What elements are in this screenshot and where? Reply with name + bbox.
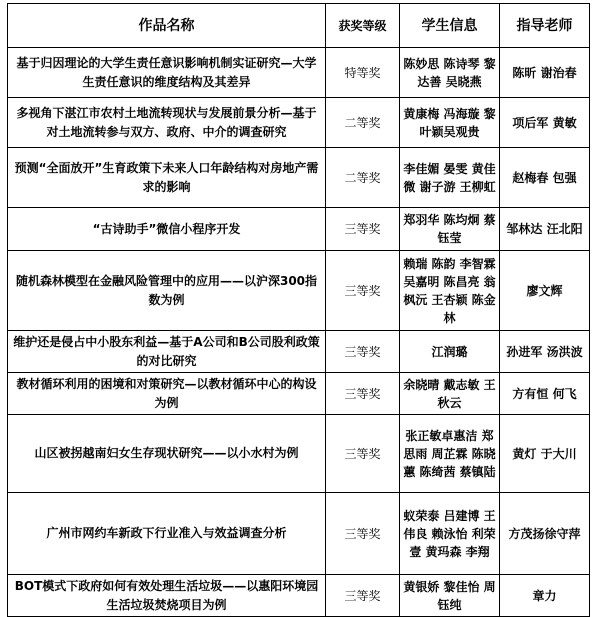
- advisor-name: 方茂扬徐守萍: [500, 493, 590, 575]
- advisor-name: 邹林达 汪北阳: [500, 208, 590, 251]
- work-title: 随机森林模型在金融风险管理中的应用——以沪深300指数为例: [8, 251, 326, 331]
- awards-table: [7, 3, 590, 617]
- award-level: 三等奖: [326, 208, 400, 251]
- work-title: 维护还是侵占中小股东利益—基于A公司和B公司股利政策的对比研究: [8, 331, 326, 373]
- student-info: 黄康梅 冯海璇 黎叶颖吴观贵: [400, 98, 500, 148]
- student-info: 蚁荣泰 吕建博 王伟良 赖泳怡 利荣壹 黄玛森 李翔: [400, 493, 500, 575]
- header-advisor: 指导老师: [500, 4, 590, 48]
- advisor-name: 赵梅春 包强: [500, 148, 590, 208]
- table-row: [8, 373, 590, 415]
- table-row: [8, 493, 590, 575]
- work-title: 多视角下湛江市农村土地流转现状与发展前景分析—基于对土地流转参与双方、政府、中介的调查研究: [8, 98, 326, 148]
- work-title: BOT模式下政府如何有效处理生活垃圾——以惠阳环境园生活垃圾焚烧项目为例: [8, 575, 326, 617]
- student-info: 陈妙思 陈诗琴 黎达善 吴晓燕: [400, 48, 500, 98]
- advisor-name: 孙进军 汤洪波: [500, 331, 590, 373]
- table-row: [8, 48, 590, 98]
- advisor-name: 项后军 黄敏: [500, 98, 590, 148]
- award-level: 三等奖: [326, 493, 400, 575]
- table-row: [8, 148, 590, 208]
- work-title: 广州市网约车新政下行业准入与效益调查分析: [8, 493, 326, 575]
- student-info: 李佳媚 晏雯 黄佳微 谢子游 王柳虹: [400, 148, 500, 208]
- award-level: 三等奖: [326, 415, 400, 493]
- advisor-name: 廖文辉: [500, 251, 590, 331]
- work-title: “古诗助手”微信小程序开发: [8, 208, 326, 251]
- header-row: [8, 4, 590, 48]
- student-info: 郑羽华 陈均炯 蔡钰莹: [400, 208, 500, 251]
- table-row: [8, 208, 590, 251]
- student-info: 黄银娇 黎佳怡 周钰纯: [400, 575, 500, 617]
- student-info: 江润璐: [400, 331, 500, 373]
- student-info: 张正敏卓惠洁 郑思雨 周芷霖 陈晓蕙 陈绮茜 蔡镇陆: [400, 415, 500, 493]
- header-students: 学生信息: [400, 4, 500, 48]
- award-level: 三等奖: [326, 575, 400, 617]
- student-info: 余晓晴 戴志敏 王秋云: [400, 373, 500, 415]
- award-level: 三等奖: [326, 331, 400, 373]
- award-level: 特等奖: [326, 48, 400, 98]
- award-level: 二等奖: [326, 98, 400, 148]
- advisor-name: 章力: [500, 575, 590, 617]
- work-title: 教材循环利用的困境和对策研究—以教材循环中心的构设为例: [8, 373, 326, 415]
- advisor-name: 黄灯 于大川: [500, 415, 590, 493]
- table-row: [8, 331, 590, 373]
- table-row: [8, 98, 590, 148]
- award-level: 二等奖: [326, 148, 400, 208]
- award-level: 三等奖: [326, 251, 400, 331]
- work-title: 基于归因理论的大学生责任意识影响机制实证研究—大学生责任意识的维度结构及其差异: [8, 48, 326, 98]
- header-level: 获奖等级: [326, 4, 400, 48]
- advisor-name: 方有恒 何飞: [500, 373, 590, 415]
- student-info: 赖瑞 陈韵 李智霖 吴嘉明 陈昌亮 翁枫沅 王杏颖 陈金林: [400, 251, 500, 331]
- table-row: [8, 251, 590, 331]
- advisor-name: 陈昕 谢治春: [500, 48, 590, 98]
- work-title: 山区被拐越南妇女生存现状研究——以小水村为例: [8, 415, 326, 493]
- table-row: [8, 575, 590, 617]
- work-title: 预测“全面放开”生育政策下未来人口年龄结构对房地产需求的影响: [8, 148, 326, 208]
- table-row: [8, 415, 590, 493]
- header-title: 作品名称: [8, 4, 326, 48]
- award-level: 三等奖: [326, 373, 400, 415]
